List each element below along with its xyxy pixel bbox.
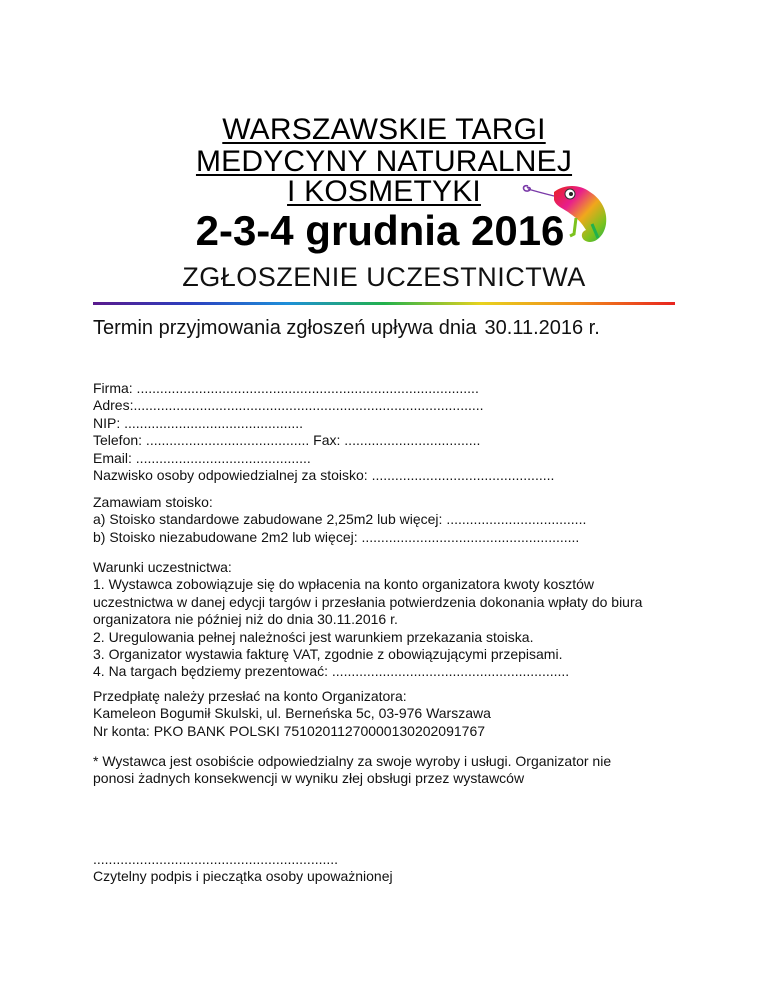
- rainbow-divider: [93, 302, 675, 305]
- field-phone-fax[interactable]: Telefon: .......................................... Fax: ...................................: [93, 432, 481, 449]
- signature-caption: Czytelny podpis i pieczątka osoby upoważnionej: [93, 868, 393, 885]
- terms-item-2: 2. Uregulowania pełnej należności jest warunkiem przekazania stoiska.: [93, 628, 534, 645]
- field-address[interactable]: Adres:..........................................................................................: [93, 397, 484, 414]
- stand-order: [93, 494, 693, 546]
- field-company[interactable]: Firma: ........................................................................................: [93, 380, 479, 396]
- company-fields: [93, 380, 693, 484]
- terms-item-1: 1. Wystawca zobowiązuje się do wpłacenia na konto organizatora kwoty kosztów uczestnictwa w danej edycji targów i przesłania potwierdzenia dokonania wpłaty do biura organizatora nie później niż do dnia 30.11.2016 r.: [93, 576, 643, 628]
- deadline-text: Termin przyjmowania zgłoszeń upływa dnia: [93, 317, 477, 339]
- form-heading: ZGŁOSZENIE UCZESTNICTWA: [182, 262, 586, 292]
- payment-line-2: Kameleon Bogumił Skulski, ul. Berneńska 5c, 03-976 Warszawa: [93, 705, 491, 722]
- order-option-standard[interactable]: a) Stoisko standardowe zabudowane 2,25m2 lub więcej: ....................................: [93, 511, 587, 528]
- payment-line-1: Przedpłatę należy przesłać na konto Organizatora:: [93, 688, 407, 704]
- order-option-unbuilt[interactable]: b) Stoisko niezabudowane 2m2 lub więcej: ........................................................: [93, 528, 580, 545]
- event-title-line-2: MEDYCYNY NATURALNEJ: [195, 145, 573, 178]
- event-title-line-3: I KOSMETYKI: [287, 175, 481, 208]
- terms-item-3: 3. Organizator wystawia fakturę VAT, zgodnie z obowiązującymi przepisami.: [93, 646, 563, 663]
- event-dates: 2-3-4 grudnia 2016: [195, 207, 565, 254]
- event-title-line-1: WARSZAWSKIE TARGI: [222, 113, 546, 146]
- field-nip[interactable]: NIP: ..............................................: [93, 414, 304, 431]
- participation-terms: [93, 559, 673, 681]
- deadline-date: 30.11.2016 r.: [484, 317, 600, 339]
- terms-heading: Warunki uczestnictwa:: [93, 559, 232, 575]
- terms-item-4[interactable]: 4. Na targach będziemy prezentować: .............................................................: [93, 663, 570, 680]
- liability-note: [93, 753, 613, 788]
- field-email[interactable]: Email: .............................................: [93, 449, 311, 466]
- payment-account-number: Nr konta: PKO BANK POLSKI 75102011270000130202091767: [93, 722, 486, 739]
- signature-line[interactable]: ...............................................................: [93, 851, 339, 867]
- field-responsible-person[interactable]: Nazwisko osoby odpowiedzialnej za stoisko: ...............................................: [93, 467, 555, 484]
- liability-note-text: * Wystawca jest osobiście odpowiedzialny za swoje wyroby i usługi. Organizator nie ponosi żadnych konsekwencji w wyniku złej obsługi przez wystawców: [93, 753, 612, 787]
- deadline-line: [93, 316, 600, 340]
- payment-info: [93, 688, 693, 740]
- signature-area: [93, 851, 693, 886]
- order-heading: Zamawiam stoisko:: [93, 494, 213, 510]
